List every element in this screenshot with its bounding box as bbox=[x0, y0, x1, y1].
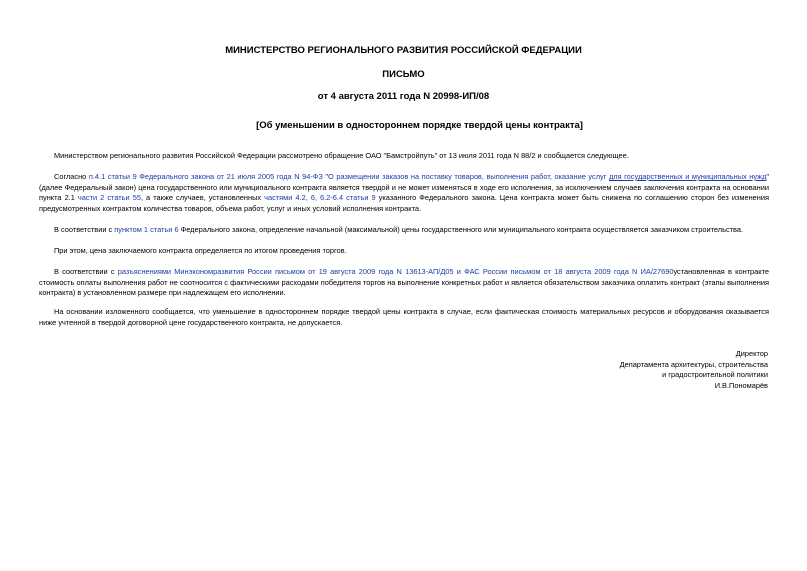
paragraph-legal-basis bbox=[39, 172, 769, 214]
law-title-link[interactable]: О размещении заказов на поставку товаров, выполнения работ, оказание услуг bbox=[328, 172, 609, 181]
paragraph-initial-price bbox=[39, 225, 769, 236]
paragraph-text: "(далее Федеральный закон) цена государственного или муниципального контракта является твердой и не может изменяться в ходе его исполнения, за исключением случаев заключения контракта на основании пункта 2.1 bbox=[39, 172, 770, 203]
document-date-number: от 4 августа 2011 года N 20998-ИП/08 bbox=[317, 91, 490, 102]
document-subject: [Об уменьшении в одностороннем порядке твердой цены контракта] bbox=[256, 120, 583, 131]
law-link[interactable]: п.4.1 статьи 9 Федерального закона от 21 июля 2005 года N 94-ФЗ bbox=[88, 172, 323, 181]
signature-block bbox=[468, 349, 768, 391]
article-55-link[interactable]: части 2 статьи 55 bbox=[77, 193, 141, 203]
clarifications-link[interactable]: разъяснениями Минэкономразвития России письмом от 19 августа 2009 года N 13613-АП/Д05 и ФАС России письмом от 18 августа 2009 года N ИА/27690 bbox=[117, 267, 674, 276]
article-9-parts-link[interactable]: частями 4.2, 6, 6.2-6.4 статьи 9 bbox=[264, 193, 376, 203]
paragraph-conclusion: На основании изложенного сообщается, что уменьшение в одностороннем порядке твердой цены контракта в случае, если фактическая стоимость материальных ресурсов и оборудования оказывается ниже учтенной в твердой договорной цене государственного контракта, не допускается. bbox=[39, 307, 769, 327]
ministry-heading: МИНИСТЕРСТВО РЕГИОНАЛЬНОГО РАЗВИТИЯ РОССИЙСКОЙ ФЕДЕРАЦИИ bbox=[225, 45, 582, 56]
paragraph-text: , а также случаев, установленных bbox=[140, 193, 265, 203]
paragraph-clarifications bbox=[39, 267, 769, 299]
paragraph-text: Согласно bbox=[54, 172, 89, 181]
paragraph-text: установленная в контракте стоимость оплаты выполнения работ не соотносится с фактическими расходами победителя торгов на выполнение конкретных работ и является обязательством заказчика оплатить контракт (этапы выполнения контракта) в установленном размере при надлежащем его исполнении. bbox=[39, 267, 769, 298]
article-6-link[interactable]: пунктом 1 статьи 6 bbox=[114, 225, 179, 234]
signature-department: Департамента архитектуры, строительства bbox=[619, 359, 768, 369]
paragraph-contract-price: При этом, цена заключаемого контракта определяется по итогом проведения торгов. bbox=[54, 246, 347, 255]
paragraph-text: Федерального закона, определение начальной (максимальной) цены государственного или муниципального контракта осуществляется заказчиком строительства. bbox=[178, 225, 744, 234]
signature-title: Директор bbox=[735, 349, 768, 358]
paragraph-text: В соответствии с bbox=[54, 267, 118, 276]
paragraph-intro: Министерством регионального развития Российской Федерации рассмотрено обращение ОАО "Бамстройпуть" от 13 июля 2011 года N 88/2 и сообщается следующее. bbox=[54, 151, 629, 160]
paragraph-text: В соответствии с bbox=[54, 225, 115, 234]
document-type: ПИСЬМО bbox=[382, 69, 425, 80]
signature-name: И.В.Пономарёв bbox=[714, 380, 768, 390]
paragraph-text: указанного Федерального закона. Цена контракта может быть снижена по соглашению сторон без изменения предусмотренных контрактом количества товаров, объема работ, услуг и иных условий исполнения контракта. bbox=[39, 193, 769, 213]
signature-department-cont: и градостроительной политики bbox=[662, 370, 768, 380]
law-title-link-underlined[interactable]: для государственных и муниципальных нужд bbox=[608, 172, 767, 181]
paragraph-text: " bbox=[322, 172, 329, 181]
